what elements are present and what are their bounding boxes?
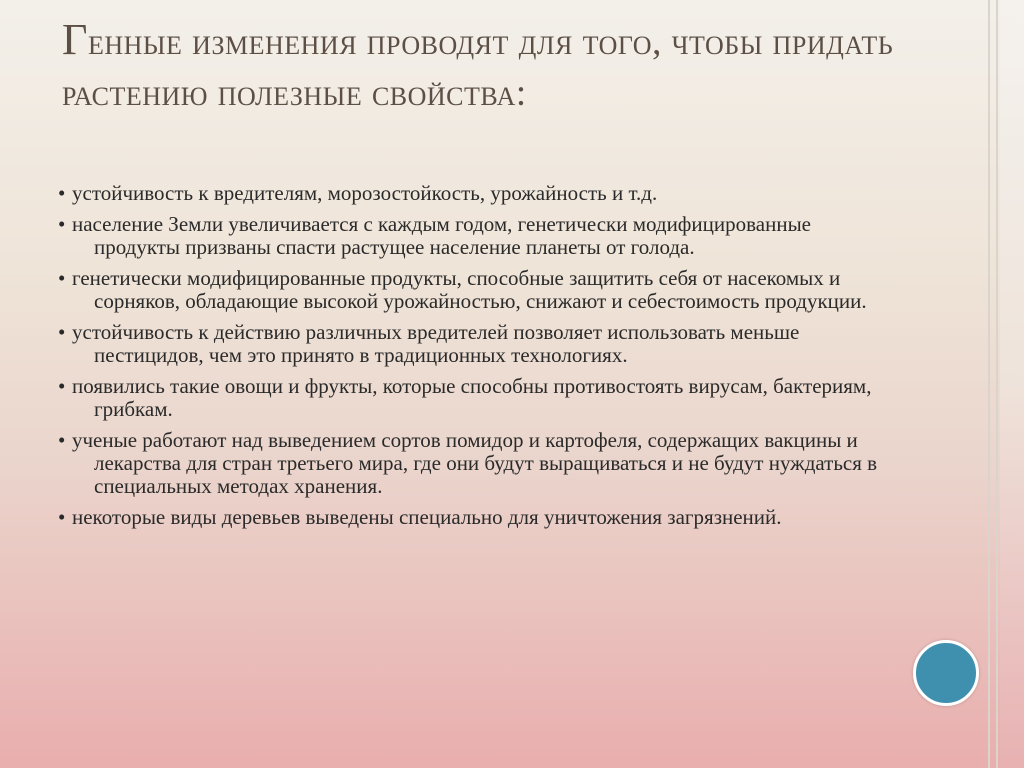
bullet-icon: • [58, 212, 66, 236]
slide-right-border [984, 0, 1024, 768]
list-item [58, 375, 878, 421]
list-item-text: некоторые виды деревьев выведены специально для уничтожения загрязнений. [72, 505, 782, 529]
list-item [58, 267, 878, 313]
list-item [58, 506, 878, 529]
border-line [996, 0, 998, 768]
slide-title [62, 14, 942, 119]
title-text: енные изменения проводят для того, чтобы придать растению полезные свойства: [62, 22, 894, 114]
border-band [1000, 0, 1024, 768]
border-line [988, 0, 990, 768]
bullet-icon: • [58, 266, 66, 290]
bullet-icon: • [58, 374, 66, 398]
title-first-letter: Г [62, 15, 88, 64]
list-item-text: устойчивость к вредителям, морозостойкость, урожайность и т.д. [72, 181, 658, 205]
list-item-text: появились такие овощи и фрукты, которые способны противостоять вирусам, бактериям, грибкам. [72, 374, 872, 421]
list-item-text: ученые работают над выведением сортов помидор и картофеля, содержащих вакцины и лекарства для стран третьего мира, где они будут выращиваться и не будут нуждаться в специальных методах хранения. [72, 428, 878, 498]
bullet-list [58, 182, 878, 537]
circle-icon [913, 640, 979, 706]
bullet-icon: • [58, 181, 66, 205]
bullet-icon: • [58, 320, 66, 344]
list-item-text: устойчивость к действию различных вредителей позволяет использовать меньше пестицидов, чем это принято в традиционных технологиях. [72, 320, 800, 367]
list-item-text: генетически модифицированные продукты, способные защитить себя от насекомых и сорняков, обладающие высокой урожайностью, снижают и себестоимость продукции. [72, 266, 867, 313]
bullet-icon: • [58, 505, 66, 529]
list-item [58, 429, 878, 498]
list-item-text: население Земли увеличивается с каждым годом, генетически модифицированные продукты призваны спасти растущее население планеты от голода. [72, 212, 811, 259]
list-item [58, 213, 878, 259]
list-item [58, 321, 878, 367]
list-item [58, 182, 878, 205]
bullet-icon: • [58, 428, 66, 452]
